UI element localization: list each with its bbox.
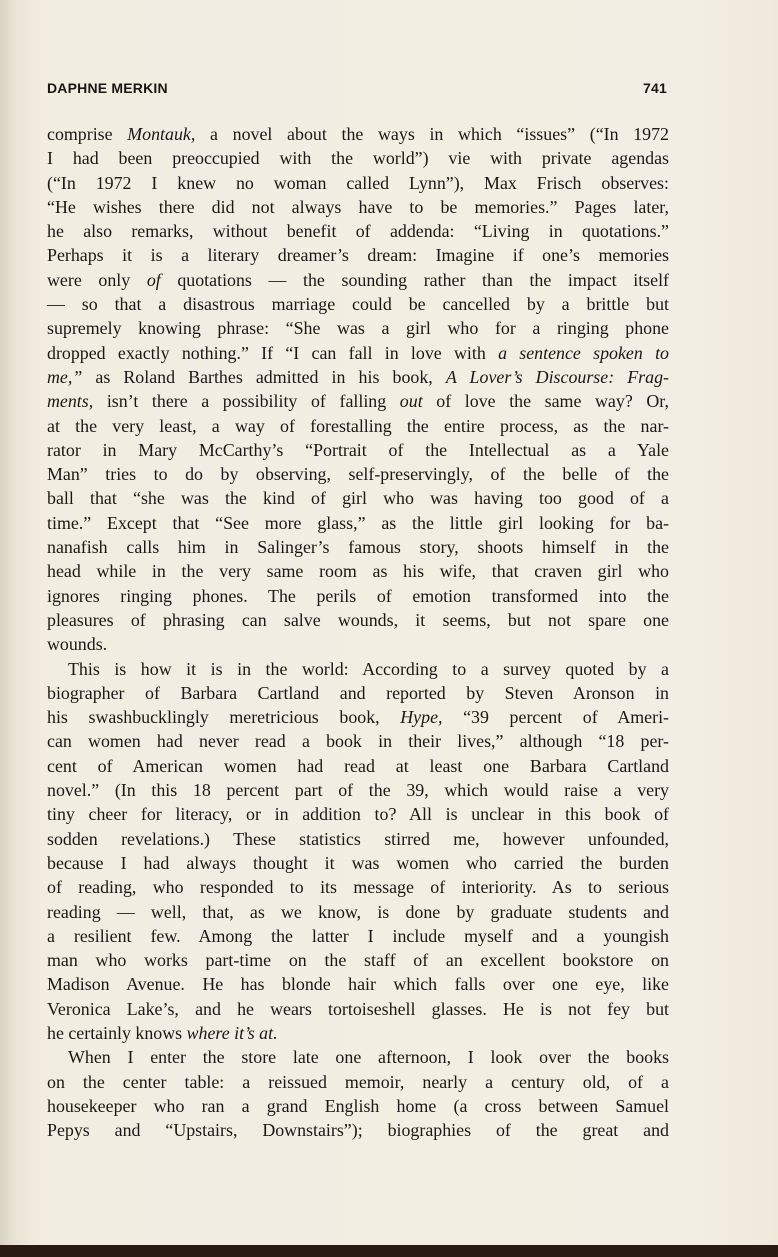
text-line: his swashbucklingly meretricious book, Hype, “39 percent of Ameri-	[47, 707, 669, 728]
text-line: he also remarks, without benefit of addenda: “Living in quotations.”	[47, 221, 669, 242]
body-text	[47, 122, 669, 1142]
text-line: sodden revelations.) These statistics stirred me, however unfounded,	[47, 828, 669, 849]
text-line: Perhaps it is a literary dreamer’s dream: Imagine if one’s memories	[47, 245, 669, 266]
text-line: comprise Montauk, a novel about the ways in which “issues” (“In 1972	[47, 124, 669, 144]
text-line: When I enter the store late one afternoon, I look over the books	[68, 1047, 669, 1068]
text-line: time.” Except that “See more glass,” as the little girl looking for ba-	[47, 512, 669, 533]
text-line: nanafish calls him in Salinger’s famous story, shoots himself in the	[47, 537, 669, 558]
running-head	[47, 80, 667, 100]
text-line: dropped exactly nothing.” If “I can fall in love with a sentence spoken to	[47, 342, 669, 363]
text-line: cent of American women had read at least one Barbara Cartland	[47, 755, 669, 776]
text-line: biographer of Barbara Cartland and reported by Steven Aronson in	[47, 682, 669, 703]
text-line: rator in Mary McCarthy’s “Portrait of the Intellectual as a Yale	[47, 439, 669, 460]
text-line: he certainly knows where it’s at.	[47, 1022, 278, 1043]
text-line: Madison Avenue. He has blonde hair which falls over one eye, like	[47, 974, 669, 995]
text-line: ments, isn’t there a possibility of falling out of love the same way? Or,	[47, 391, 669, 412]
text-line: I had been preoccupied with the world”) vie with private agendas	[47, 148, 669, 169]
text-line: pleasures of phrasing can salve wounds, it seems, but not spare one	[47, 609, 669, 630]
text-line: tiny cheer for literacy, or in addition to? All is unclear in this book of	[47, 804, 669, 825]
text-line: were only of quotations — the sounding rather than the impact itself	[47, 269, 670, 290]
text-line: Veronica Lake’s, and he wears tortoiseshell glasses. He is not fey but	[47, 998, 669, 1019]
text-line: at the very least, a way of forestalling the entire process, as the nar-	[47, 415, 669, 436]
text-line: head while in the very same room as his wife, that craven girl who	[47, 561, 669, 582]
text-line: ignores ringing phones. The perils of emotion transformed into the	[47, 585, 669, 606]
text-line: This is how it is in the world: According to a survey quoted by a	[68, 658, 669, 679]
text-line: ball that “she was the kind of girl who was having too good of a	[47, 488, 669, 509]
text-line: on the center table: a reissued memoir, nearly a century old, of a	[47, 1071, 669, 1092]
text-line: a resilient few. Among the latter I include myself and a youngish	[47, 925, 669, 946]
text-line: “He wishes there did not always have to be memories.” Pages later,	[47, 196, 669, 217]
text-line: Pepys and “Upstairs, Downstairs”); biographies of the great and	[47, 1120, 669, 1141]
page-number: 741	[643, 80, 667, 96]
text-line: me,” as Roland Barthes admitted in his book, A Lover’s Discourse: Frag-	[47, 366, 669, 387]
text-line: can women had never read a book in their lives,” although “18 per-	[47, 731, 669, 752]
text-line: — so that a disastrous marriage could be cancelled by a brittle but	[47, 294, 669, 315]
text-line: housekeeper who ran a grand English home (a cross between Samuel	[47, 1095, 669, 1116]
text-line: wounds.	[47, 634, 108, 655]
text-line: novel.” (In this 18 percent part of the 39, which would raise a very	[47, 780, 669, 801]
running-head-author: DAPHNE MERKIN	[47, 80, 168, 96]
text-line: (“In 1972 I knew no woman called Lynn”), Max Frisch observes:	[47, 172, 669, 193]
text-line: Man” tries to do by observing, self-preservingly, of the belle of the	[47, 464, 669, 485]
text-line: because I had always thought it was women who carried the burden	[47, 852, 669, 873]
text-line: reading — well, that, as we know, is done by graduate students and	[47, 901, 669, 922]
page-bottom-edge	[0, 1245, 778, 1257]
text-line: of reading, who responded to its message of interiority. As to serious	[47, 877, 669, 898]
text-line: supremely knowing phrase: “She was a girl who for a ringing phone	[47, 318, 669, 339]
text-line: man who works part-time on the staff of an excellent bookstore on	[47, 950, 669, 971]
